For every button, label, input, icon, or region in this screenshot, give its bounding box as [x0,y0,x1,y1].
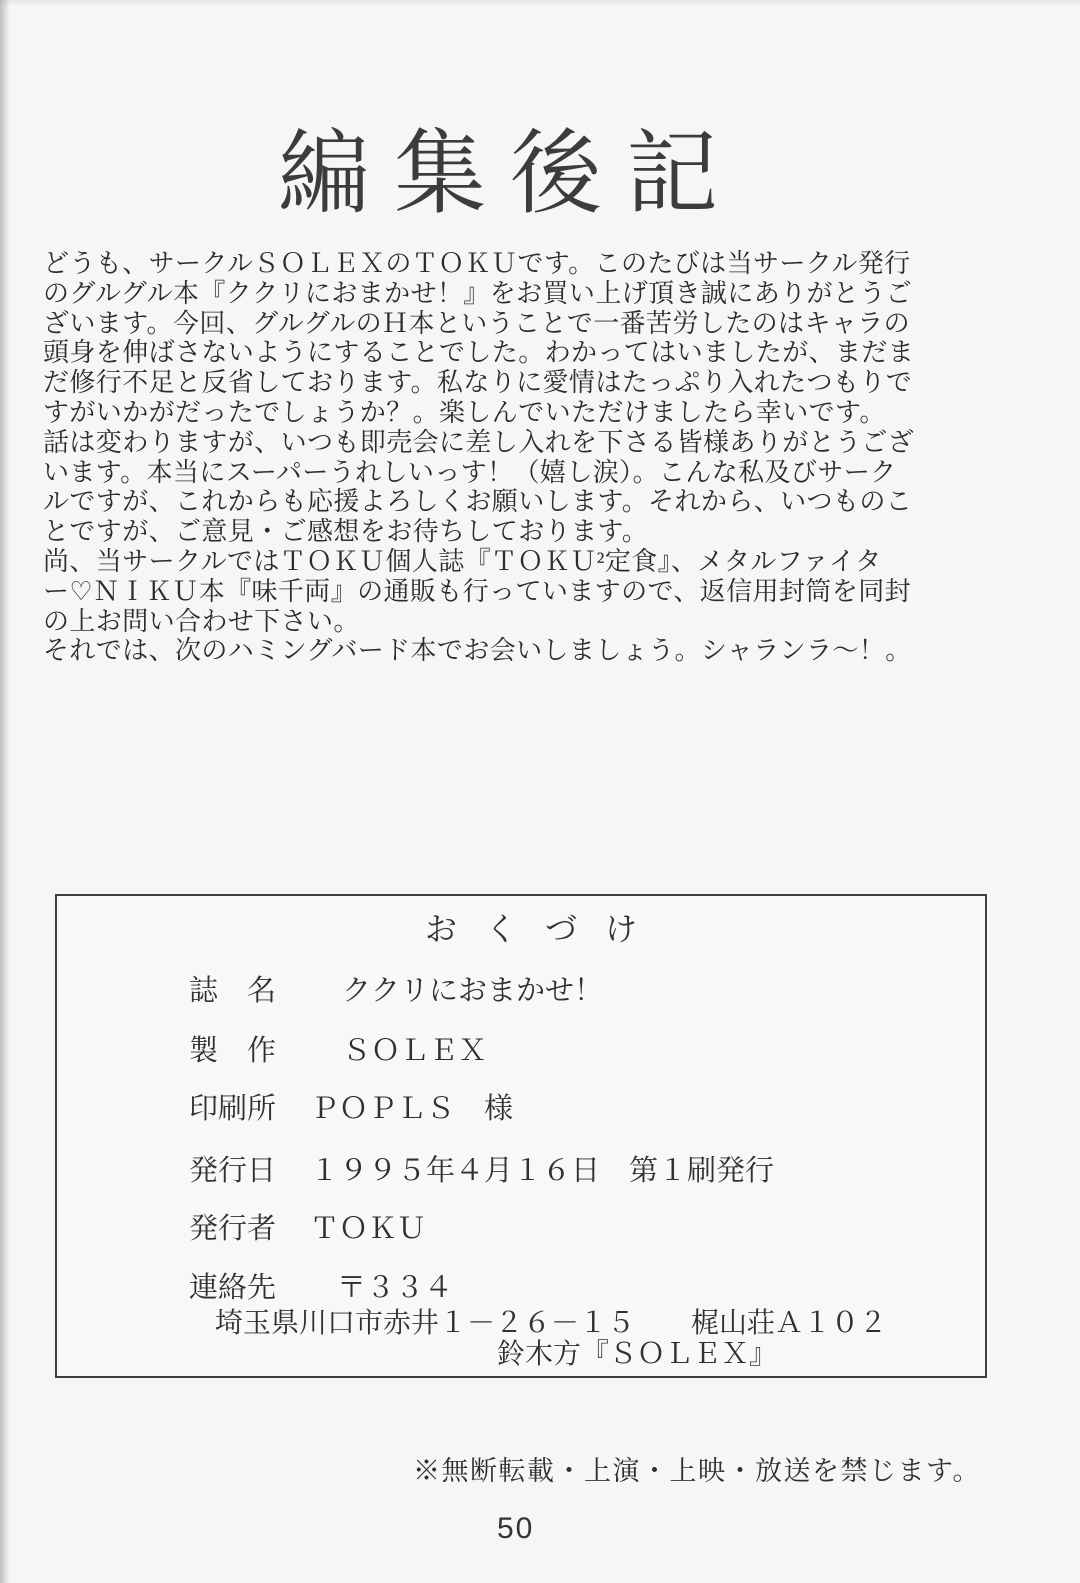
colophon-row-value: ククリにおまかせ！ [342,975,604,1007]
colophon-address-line1: 埼玉県川口市赤井１－２６－１５ 梶山荘Ａ１０２ [215,1308,888,1339]
page-number: 50 [497,1512,535,1545]
colophon-row-label: 発行者 [189,1213,277,1245]
scan-edge-shading [0,0,10,1583]
afterword-line: のグルグル本『ククリにおまかせ！』をお買い上げ頂き誠にありがとうご [43,278,913,308]
afterword-text [43,249,1033,666]
colophon-row-label: 発行日 [189,1155,277,1187]
copyright-notice: ※無断転載・上演・上映・放送を禁じます。 [413,1456,981,1486]
colophon-row-value: ＴＯＫＵ [310,1213,427,1245]
afterword-line: すがいかがだったでしょうか？。楽しんでいただけましたら幸いです。 [43,397,886,427]
colophon-box [55,894,987,1378]
afterword-line: ざいます。今回、グルグルのＨ本ということで一番苦労したのはキャラの [43,308,911,338]
afterword-line: います。本当にスーパーうれしいっす！（嬉し涙）。こんな私及びサーク [43,457,897,487]
afterword-line: 頭身を伸ばさないようにすることでした。わかってはいましたが、まだま [43,338,915,368]
afterword-line: だ修行不足と反省しております。私なりに愛情はたっぷり入れたつもりで [43,368,913,398]
colophon-row-value: 〒３３４ [337,1272,454,1304]
page-title: 編集後記 [278,123,743,225]
colophon-row-label: 連絡先 [189,1272,277,1304]
afterword-line: 尚、当サークルではＴＯＫＵ個人誌『ＴＯＫＵ²定食』、メタルファイタ [43,546,882,576]
afterword-line: それでは、次のハミングバード本でお会いしましょう。シャランラ〜！。 [43,636,912,666]
afterword-line: ー♡ＮＩＫＵ本『味千両』の通販も行っていますので、返信用封筒を同封 [43,576,911,606]
afterword-line: の上お問い合わせ下さい。 [43,606,360,636]
colophon-row-label: 誌 名 [189,975,277,1007]
scan-top-shading [0,0,1080,6]
colophon-row-value: ＰＯＰＬＳ 様 [310,1093,514,1125]
colophon-row-value: １９９５年４月１６日 第１刷発行 [310,1155,775,1187]
colophon-row-value: ＳＯＬＥＸ [342,1035,488,1067]
colophon-row-label: 製 作 [189,1035,277,1067]
colophon-address-line2: 鈴木方『ＳＯＬＥＸ』 [497,1339,778,1370]
colophon-title: おくづけ [425,911,666,947]
colophon-row-label: 印刷所 [189,1093,277,1125]
afterword-line: 話は変わりますが、いつも即売会に差し入れを下さる皆様ありがとうござ [43,427,915,457]
afterword-line: どうも、サークルＳＯＬＥＸのＴＯＫＵです。このたびは当サークル発行 [43,249,911,278]
afterword-line: とですが、ご意見・ご感想をお待ちしております。 [43,517,649,547]
afterword-line: ルですが、これからも応援よろしくお願いします。それから、いつものこ [43,487,913,517]
